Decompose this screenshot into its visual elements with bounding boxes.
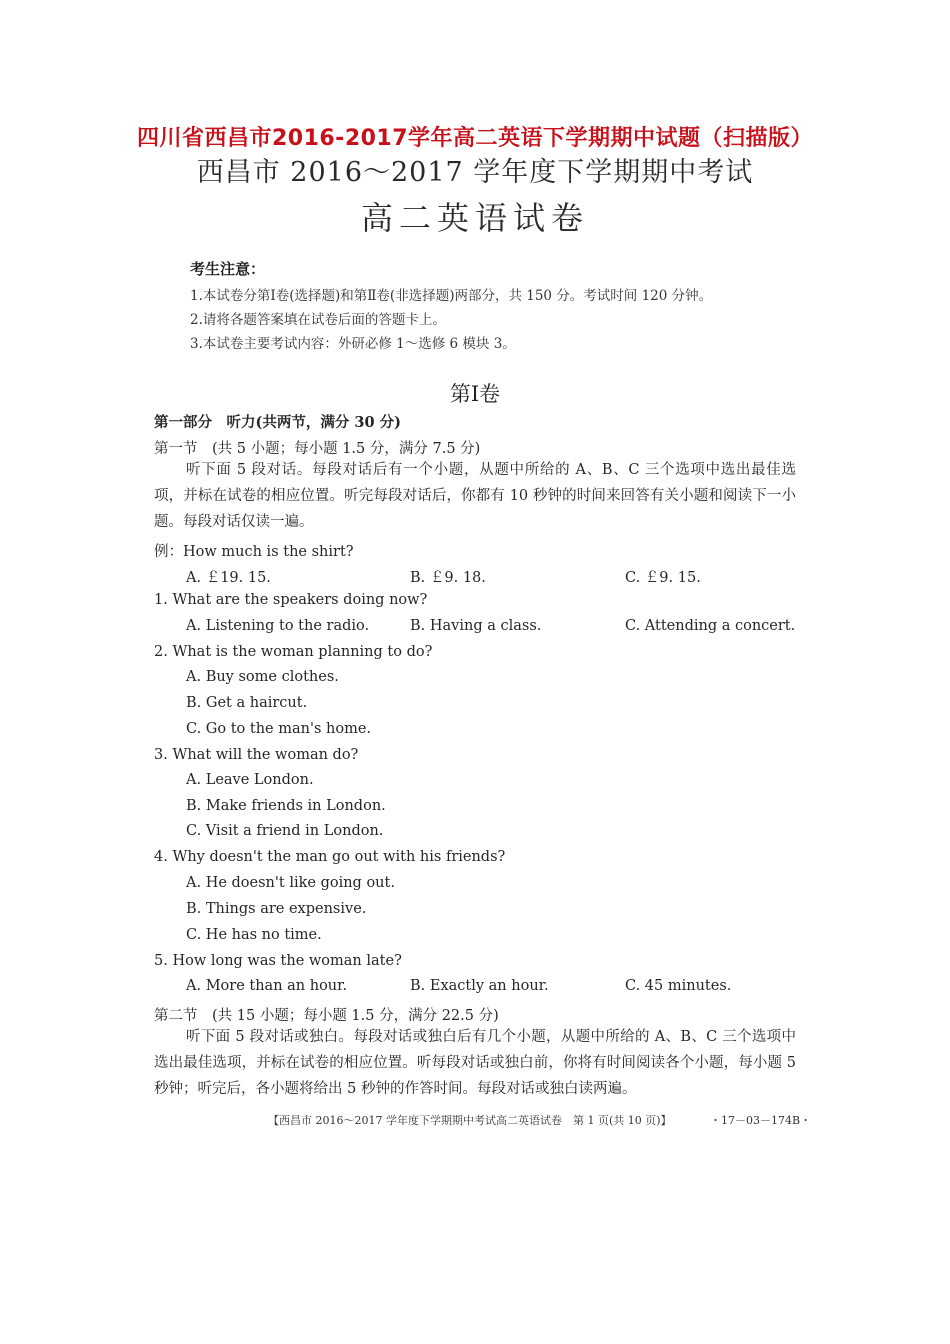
exam-title: 西昌市 2016～2017 学年度下学期期中考试 <box>196 157 754 188</box>
q3-option-c: C. Visit a friend in London. <box>186 823 384 839</box>
notice-item: 2.请将各题答案填在试卷后面的答题卡上。 <box>190 312 446 328</box>
volume-label: 第Ⅰ卷 <box>449 382 501 406</box>
section2-heading: 第二节 (共 15 小题；每小题 1.5 分，满分 22.5 分) <box>154 1008 499 1024</box>
section2-instructions: 听下面 5 段对话或独白。每段对话或独白后有几个小题，从题中所给的 A、B、C 三个选项中选出最佳选项，并标在试卷的相应位置。听每段对话或独白前，你将有时间阅读各个小题，每小题 5 秒钟；听完后，各小题将给出 5 秒钟的作答时间。每段对话或独白读两遍。 <box>154 1029 796 1097</box>
q2-option-a: A. Buy some clothes. <box>186 669 339 685</box>
q4-option-a: A. He doesn't like going out. <box>186 875 395 891</box>
q2-option-b: B. Get a haircut. <box>186 695 308 711</box>
q4-option-b: B. Things are expensive. <box>186 901 367 917</box>
q1-option-b: B. Having a class. <box>410 618 542 634</box>
q5-option-a: A. More than an hour. <box>186 978 348 994</box>
question-5: 5. How long was the woman late? <box>154 953 402 969</box>
q3-option-a: A. Leave London. <box>186 772 314 788</box>
q1-option-a: A. Listening to the radio. <box>186 618 370 634</box>
notice-item: 1.本试卷分第Ⅰ卷(选择题)和第Ⅱ卷(非选择题)两部分，共 150 分。考试时间 120 分钟。 <box>190 288 713 304</box>
section1-instructions: 听下面 5 段对话。每段对话后有一个小题，从题中所给的 A、B、C 三个选项中选出最佳选项，并标在试卷的相应位置。听完每段对话后，你都有 10 秒钟的时间来回答有关小题和阅读下一小题。每段对话仅读一遍。 <box>154 462 796 530</box>
q5-option-b: B. Exactly an hour. <box>410 978 549 994</box>
q5-option-c: C. 45 minutes. <box>625 978 732 994</box>
q3-option-b: B. Make friends in London. <box>186 798 386 814</box>
section1-heading: 第一节 (共 5 小题；每小题 1.5 分，满分 7.5 分) <box>154 441 481 457</box>
question-4: 4. Why doesn't the man go out with his friends? <box>154 849 506 865</box>
example-question: 例：How much is the shirt? <box>154 544 354 560</box>
q2-option-c: C. Go to the man's home. <box>186 721 372 737</box>
part1-heading: 第一部分 听力(共两节，满分 30 分) <box>154 414 401 431</box>
example-option-c: C. ￡9. 15. <box>625 570 701 586</box>
notice-item: 3.本试卷主要考试内容：外研必修 1～选修 6 模块 3。 <box>190 336 516 352</box>
page-footer: 【西昌市 2016～2017 学年度下学期期中考试高二英语试卷 第 1 页(共 10 页)】 <box>268 1114 672 1127</box>
exam-subtitle: 高二英语试卷 <box>360 199 589 237</box>
q1-option-c: C. Attending a concert. <box>625 618 796 634</box>
example-option-a: A. ￡19. 15. <box>186 570 271 586</box>
q4-option-c: C. He has no time. <box>186 927 322 943</box>
notice-heading: 考生注意： <box>190 260 266 278</box>
question-3: 3. What will the woman do? <box>154 747 359 763</box>
footer-code: ・17－03－174B・ <box>710 1114 812 1127</box>
question-2: 2. What is the woman planning to do? <box>154 644 433 660</box>
example-option-b: B. ￡9. 18. <box>410 570 486 586</box>
document-red-title: 四川省西昌市2016-2017学年高二英语下学期期中试题（扫描版） <box>136 126 814 151</box>
question-1: 1. What are the speakers doing now? <box>154 592 428 608</box>
